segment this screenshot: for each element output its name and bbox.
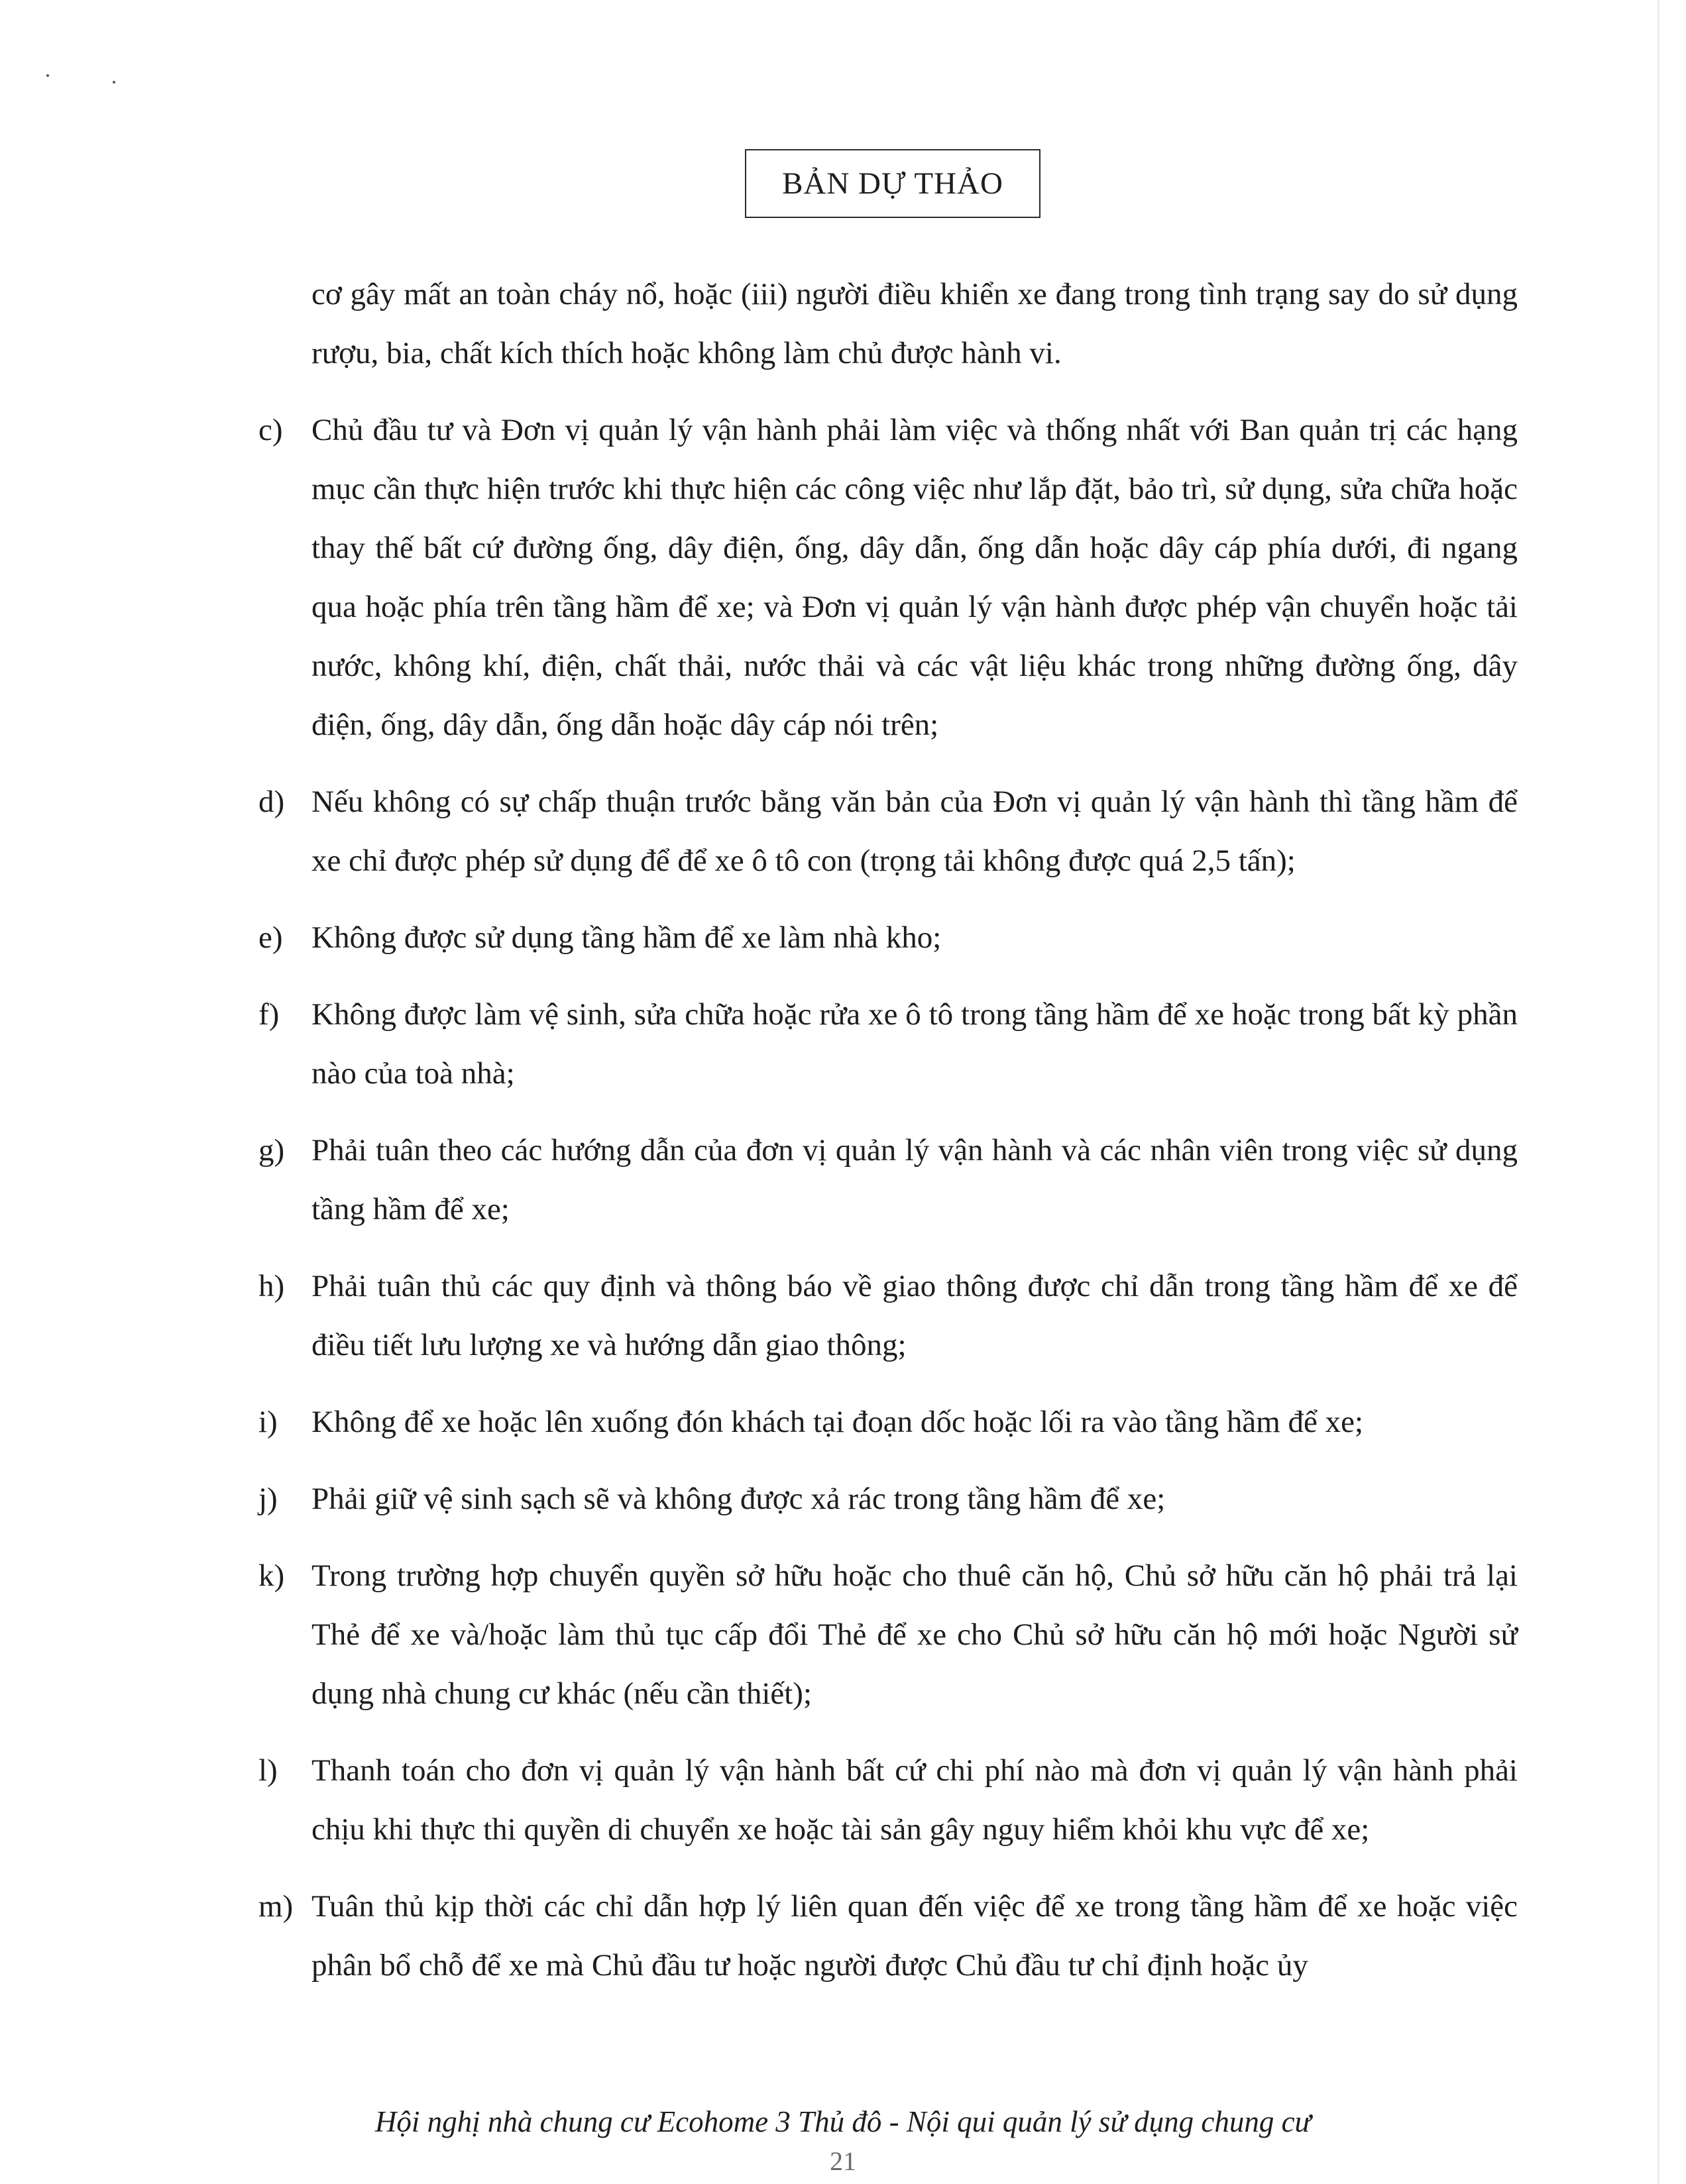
- footer-caption: Hội nghị nhà chung cư Ecohome 3 Thủ đô - Nội qui quản lý sử dụng chung cư: [374, 2105, 1312, 2138]
- list-item-marker: c): [258, 413, 283, 447]
- scan-edge: [1658, 0, 1659, 2184]
- list-item-marker: f): [258, 997, 280, 1032]
- list-item: [258, 1877, 1518, 1995]
- document-body: [258, 265, 1518, 2013]
- page-number: 21: [830, 2146, 856, 2176]
- list-item-text: Không để xe hoặc lên xuống đón khách tại đoạn dốc hoặc lối ra vào tầng hầm để xe;: [311, 1405, 1364, 1439]
- list-item-marker: g): [258, 1133, 285, 1168]
- list-item-marker: j): [258, 1482, 278, 1516]
- list-item-marker: k): [258, 1558, 285, 1593]
- list-item: [258, 1393, 1518, 1452]
- list-item: [258, 1547, 1518, 1723]
- list-item-text: Không được sử dụng tầng hầm để xe làm nhà kho;: [311, 920, 942, 955]
- list-item: [258, 1741, 1518, 1859]
- list-item-marker: l): [258, 1753, 278, 1788]
- list-item: [258, 773, 1518, 891]
- list-item: [258, 1470, 1518, 1529]
- list-item-text: Phải tuân thủ các quy định và thông báo về giao thông được chỉ dẫn trong tầng hầm để xe để điều tiết lưu lượng xe và hướng dẫn giao thông;: [311, 1269, 1518, 1362]
- list-item-marker: i): [258, 1405, 278, 1439]
- list-item-marker: e): [258, 920, 283, 955]
- draft-stamp-title: BẢN DỰ THẢO: [782, 166, 1003, 201]
- list-item: [258, 1121, 1518, 1239]
- scan-speck: [113, 81, 115, 83]
- list-item-marker: m): [258, 1889, 294, 1924]
- list-item: [258, 908, 1518, 967]
- list-item-text: Phải giữ vệ sinh sạch sẽ và không được xả rác trong tầng hầm để xe;: [311, 1482, 1166, 1516]
- list-item: [258, 985, 1518, 1103]
- list-item: [258, 1257, 1518, 1375]
- list-item-text: Không được làm vệ sinh, sửa chữa hoặc rửa xe ô tô trong tầng hầm để xe hoặc trong bất kỳ phần nào của toà nhà;: [311, 997, 1518, 1091]
- list-item-text: Chủ đầu tư và Đơn vị quản lý vận hành phải làm việc và thống nhất với Ban quản trị các hạng mục cần thực hiện trước khi thực hiện các công việc như lắp đặt, bảo trì, sử dụng, sửa chữa hoặc thay thế bất cứ đường ống, dây điện, ống, dây dẫn, ống dẫn hoặc dây cáp phía dưới, đi ngang qua hoặc phía trên tầng hầm để xe; và Đơn vị quản lý vận hành được phép vận chuyển hoặc tải nước, không khí, điện, chất thải, nước thải và các vật liệu khác trong những đường ống, dây điện, ống, dây dẫn, ống dẫn hoặc dây cáp nói trên;: [311, 413, 1518, 742]
- list-item-text: Phải tuân theo các hướng dẫn của đơn vị quản lý vận hành và các nhân viên trong việc sử dụng tầng hầm để xe;: [311, 1133, 1518, 1227]
- list-item-marker: h): [258, 1269, 285, 1303]
- draft-stamp-box: [745, 149, 1040, 218]
- scan-speck: [46, 74, 49, 77]
- list-item-text: Tuân thủ kịp thời các chỉ dẫn hợp lý liên quan đến việc để xe trong tầng hầm để xe hoặc việc phân bổ chỗ để xe mà Chủ đầu tư hoặc người được Chủ đầu tư chỉ định hoặc ủy: [311, 1889, 1518, 1983]
- list-item-text: Nếu không có sự chấp thuận trước bằng văn bản của Đơn vị quản lý vận hành thì tầng hầm để xe chỉ được phép sử dụng để để xe ô tô con (trọng tải không được quá 2,5 tấn);: [311, 785, 1518, 878]
- list-item-text: Thanh toán cho đơn vị quản lý vận hành bất cứ chi phí nào mà đơn vị quản lý vận hành phải chịu khi thực thi quyền di chuyển xe hoặc tài sản gây nguy hiểm khỏi khu vực để xe;: [311, 1753, 1518, 1847]
- list-item-marker: d): [258, 785, 285, 819]
- continuation-paragraph: cơ gây mất an toàn cháy nổ, hoặc (iii) người điều khiển xe đang trong tình trạng say do sử dụng rượu, bia, chất kích thích hoặc không làm chủ được hành vi.: [311, 277, 1518, 370]
- list-item: [258, 401, 1518, 755]
- list-item-text: Trong trường hợp chuyển quyền sở hữu hoặc cho thuê căn hộ, Chủ sở hữu căn hộ phải trả lại Thẻ để xe và/hoặc làm thủ tục cấp đổi Thẻ để xe cho Chủ sở hữu căn hộ mới hoặc Người sử dụng nhà chung cư khác (nếu cần thiết);: [311, 1558, 1518, 1711]
